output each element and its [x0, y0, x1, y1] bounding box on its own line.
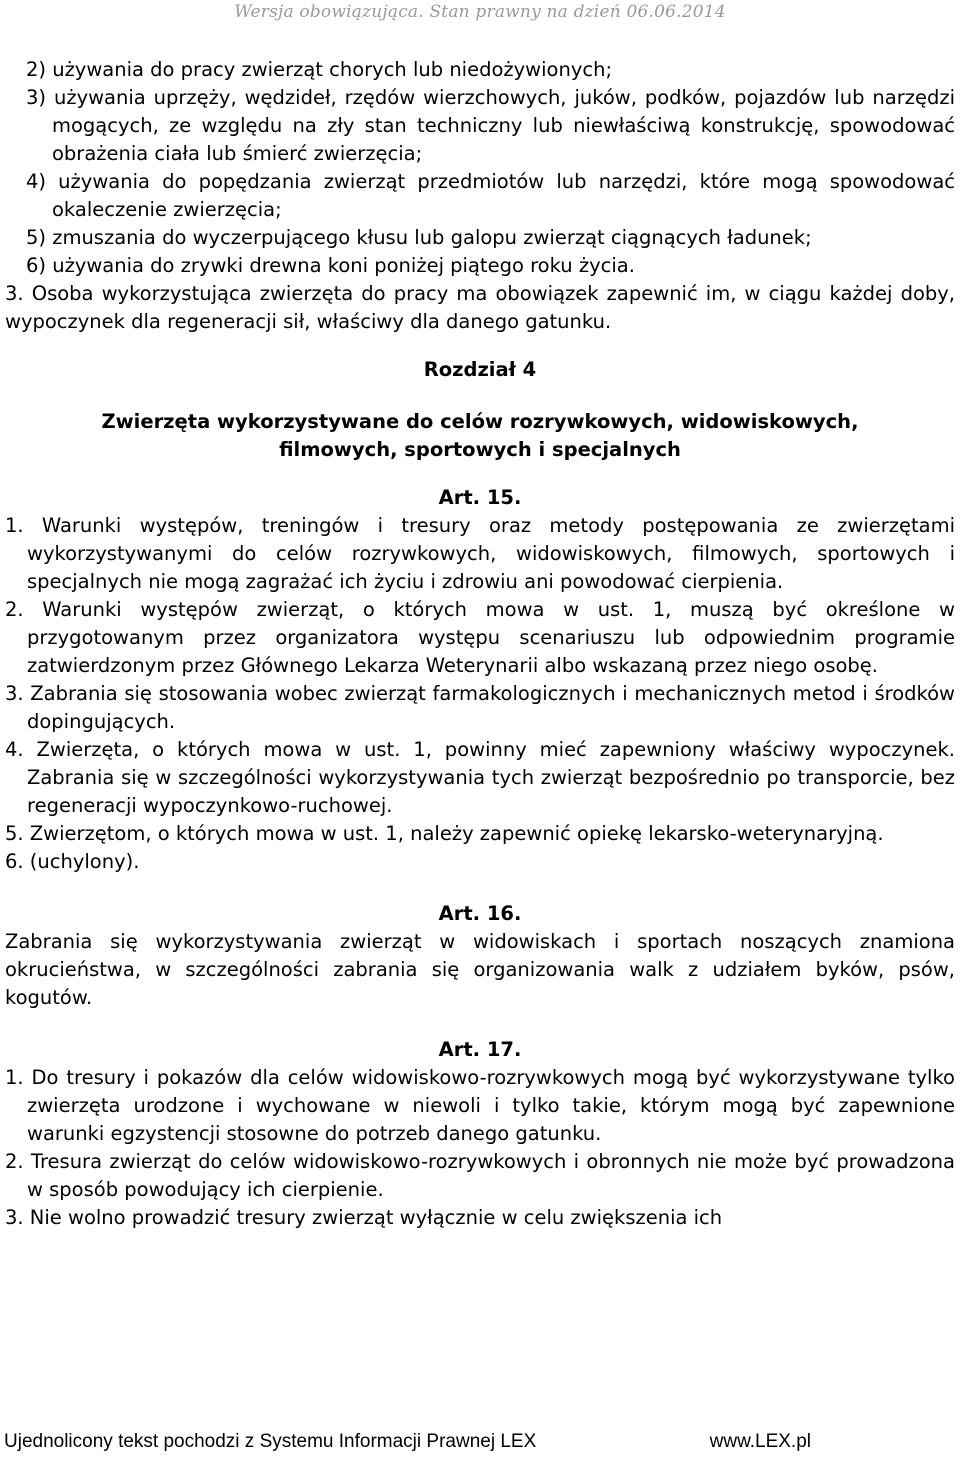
list-item: 6) używania do zrywki drewna koni poniżej piątego roku życia. [26, 254, 635, 277]
chapter-title-line2: filmowych, sportowych i specjalnych [279, 438, 681, 461]
chapter-number: Rozdział 4 [423, 358, 537, 381]
list-item: 3) używania uprzęży, wędzideł, rzędów wierzchowych, juków, podków, pojazdów lub narzędzi mogących, ze względu na zły stan techniczny lub niewłaściwą konstrukcję, spowodować obrażenia ciała lub śmierć zwierzęcia; [26, 86, 955, 165]
list-item: 6. (uchylony). [5, 850, 140, 873]
page-header [0, 0, 960, 26]
list-item: 2. Warunki występów zwierząt, o których mowa w ust. 1, muszą być określone w przygotowanym przez organizatora występu scenariuszu lub odpowiednim programie zatwierdzonym przez Głównego Lekarza Weterynarii albo wskazaną przez niego osobę. [5, 598, 955, 677]
list-item: 1. Do tresury i pokazów dla celów widowiskowo-rozrywkowych mogą być wykorzystywane tylko zwierzęta urodzone i wychowane w niewoli i tylko takie, którym mogą być zapewnione warunki egzystencji stosowne do potrzeb danego gatunku. [5, 1066, 955, 1145]
list-item: 2) używania do pracy zwierząt chorych lub niedożywionych; [26, 58, 613, 81]
article-16-heading: Art. 16. [438, 902, 522, 925]
list-item: 4) używania do popędzania zwierząt przedmiotów lub narzędzi, które mogą spowodować okaleczenie zwierzęcia; [26, 170, 955, 221]
article-17-heading: Art. 17. [438, 1038, 522, 1061]
list-item: 5. Zwierzętom, o których mowa w ust. 1, należy zapewnić opiekę lekarsko-weterynaryjną. [5, 822, 884, 845]
chapter-title-line1: Zwierzęta wykorzystywane do celów rozrywkowych, widowiskowych, [101, 410, 859, 433]
footer-source-note: Ujednolicony tekst pochodzi z Systemu Informacji Prawnej LEX [4, 1431, 537, 1452]
version-note: Wersja obowiązująca. Stan prawny na dzień 06.06.2014 [234, 2, 726, 22]
list-item: 3. Zabrania się stosowania wobec zwierząt farmakologicznych i mechanicznych metod i środków dopingujących. [5, 682, 955, 733]
article-16-text: Zabrania się wykorzystywania zwierząt w widowiskach i sportach noszących znamiona okrucieństwa, w szczególności zabrania się organizowania walk z udziałem byków, psów, kogutów. [5, 930, 955, 1009]
paragraph-3: 3. Osoba wykorzystująca zwierzęta do pracy ma obowiązek zapewnić im, w ciągu każdej doby, wypoczynek dla regeneracji sił, właściwy dla danego gatunku. [5, 282, 955, 333]
article-15-heading: Art. 15. [438, 486, 522, 509]
footer-link[interactable]: www.LEX.pl [709, 1431, 811, 1452]
list-item: 1. Warunki występów, treningów i tresury oraz metody postępowania ze zwierzętami wykorzystywanymi do celów rozrywkowych, widowiskowych, filmowych, sportowych i specjalnych nie mogą zagrażać ich życiu i zdrowiu ani powodować cierpienia. [5, 514, 955, 593]
list-item: 5) zmuszania do wyczerpującego kłusu lub galopu zwierząt ciągnących ładunek; [26, 226, 812, 249]
list-item: 3. Nie wolno prowadzić tresury zwierząt wyłącznie w celu zwiększenia ich [5, 1206, 723, 1229]
list-item: 2. Tresura zwierząt do celów widowiskowo-rozrywkowych i obronnych nie może być prowadzona w sposób powodujący ich cierpienie. [5, 1150, 955, 1201]
document-body [5, 56, 955, 1232]
page-footer [4, 1431, 956, 1457]
list-item: 4. Zwierzęta, o których mowa w ust. 1, powinny mieć zapewniony właściwy wypoczynek. Zabrania się w szczególności wykorzystywania tych zwierząt bezpośrednio po transporcie, bez regeneracji wypoczynkowo-ruchowej. [5, 738, 955, 817]
